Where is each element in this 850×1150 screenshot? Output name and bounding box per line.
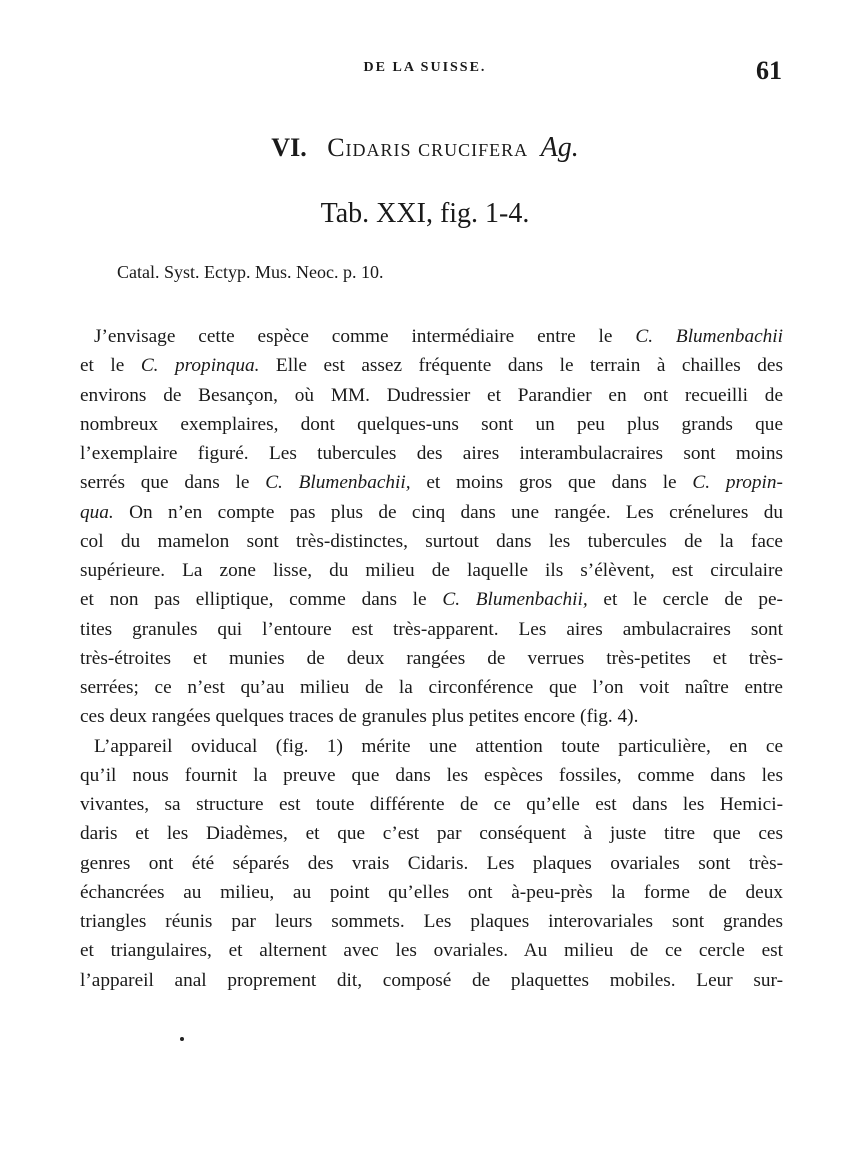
italic-taxon: C. propin- bbox=[692, 472, 783, 494]
article-title bbox=[0, 132, 850, 164]
text-line bbox=[80, 790, 783, 819]
catalogue-citation: Catal. Syst. Ectyp. Mus. Neoc. p. 10. bbox=[117, 262, 384, 282]
text-line bbox=[80, 702, 783, 731]
text-run: qu’il nous fournit la preuve que dans les espèces fossiles, comme dans les bbox=[80, 764, 783, 786]
section-numeral: VI. bbox=[271, 133, 307, 162]
text-line bbox=[80, 673, 783, 702]
text-run: et triangulaires, et alternent avec les ovariales. Au milieu de ce cercle est bbox=[80, 940, 783, 962]
text-line bbox=[80, 585, 783, 614]
text-run: On n’en compte pas plus de cinq dans une rangée. Les crénelures du bbox=[113, 501, 783, 523]
text-line bbox=[80, 351, 783, 380]
text-line bbox=[80, 849, 783, 878]
page-number: 61 bbox=[756, 56, 782, 85]
text-run: col du mamelon sont très-distinctes, surtout dans les tubercules de la face bbox=[80, 530, 783, 552]
text-run: ces deux rangées quelques traces de granules plus petites encore (fig. 4). bbox=[80, 706, 639, 728]
text-run: et moins gros que dans le bbox=[410, 472, 693, 494]
text-line bbox=[80, 381, 783, 410]
text-run: supérieure. La zone lisse, du milieu de laquelle ils s’élèvent, est circulaire bbox=[80, 560, 783, 581]
text-run: serrées; ce n’est qu’au milieu de la circonférence que l’on voit naître entre bbox=[80, 677, 783, 698]
text-line bbox=[80, 322, 783, 351]
text-run: échancrées au milieu, au point qu’elles ont à-peu-près la forme de deux bbox=[80, 881, 783, 903]
text-run: très-étroites et munies de deux rangées de verrues très-petites et très- bbox=[80, 647, 783, 669]
text-run: et non pas elliptique, comme dans le bbox=[80, 589, 443, 611]
text-run: l’appareil anal proprement dit, composé de plaquettes mobiles. Leur sur- bbox=[80, 969, 783, 991]
print-speck bbox=[180, 1037, 184, 1041]
text-run: l’exemplaire figuré. Les tubercules des aires interambulacraires sont moins bbox=[80, 443, 783, 464]
text-run: J’envisage cette espèce comme intermédiaire entre le bbox=[94, 326, 636, 347]
text-line bbox=[80, 468, 783, 497]
text-line bbox=[80, 439, 783, 468]
text-line bbox=[80, 498, 783, 527]
text-line bbox=[80, 878, 783, 907]
genus-name: Cidaris bbox=[327, 133, 412, 162]
text-run: et le bbox=[80, 355, 141, 377]
text-line bbox=[80, 936, 783, 965]
body-text bbox=[80, 322, 783, 995]
text-line bbox=[80, 819, 783, 848]
text-run: genres ont été séparés des vrais Cidaris. Les plaques ovariales sont très- bbox=[80, 852, 783, 874]
running-head: DE LA SUISSE. bbox=[363, 60, 487, 75]
text-run: Elle est assez fréquente dans le terrain à chailles des bbox=[259, 355, 783, 377]
italic-taxon: C. Blumenbachii bbox=[635, 326, 784, 347]
text-run: L’appareil oviducal (fig. 1) mérite une attention toute particulière, en ce bbox=[94, 735, 783, 757]
italic-taxon: qua. bbox=[80, 501, 114, 523]
species-name: crucifera bbox=[418, 133, 529, 162]
text-line bbox=[80, 761, 783, 790]
text-run: serrés que dans le bbox=[80, 472, 266, 494]
text-line bbox=[80, 907, 783, 936]
text-run: tites granules qui l’entoure est très-apparent. Les aires ambulacraires sont bbox=[80, 618, 783, 640]
italic-taxon: C. Blumenbachii, bbox=[442, 589, 588, 611]
text-line bbox=[80, 527, 783, 556]
text-run: triangles réunis par leurs sommets. Les plaques interovariales sont grandes bbox=[80, 911, 783, 932]
text-run: environs de Besançon, où MM. Dudressier et Parandier en ont recueilli de bbox=[80, 384, 783, 406]
plate-reference: Tab. XXI, fig. 1-4. bbox=[320, 198, 530, 229]
text-line bbox=[80, 556, 783, 585]
text-line bbox=[80, 732, 783, 761]
text-run: et le cercle de pe- bbox=[587, 589, 783, 611]
text-line bbox=[80, 644, 783, 673]
italic-taxon: C. Blumenbachii, bbox=[265, 472, 411, 494]
text-run: nombreux exemplaires, dont quelques-uns sont un peu plus grands que bbox=[80, 413, 783, 435]
text-run: daris et les Diadèmes, et que c’est par conséquent à juste titre que ces bbox=[80, 823, 783, 845]
text-line bbox=[80, 615, 783, 644]
author-abbreviation: Ag. bbox=[540, 132, 579, 163]
text-line bbox=[80, 410, 783, 439]
text-run: vivantes, sa structure est toute différente de ce qu’elle est dans les Hemici- bbox=[80, 794, 783, 815]
italic-taxon: C. propinqua. bbox=[140, 355, 260, 377]
text-line bbox=[80, 966, 783, 995]
